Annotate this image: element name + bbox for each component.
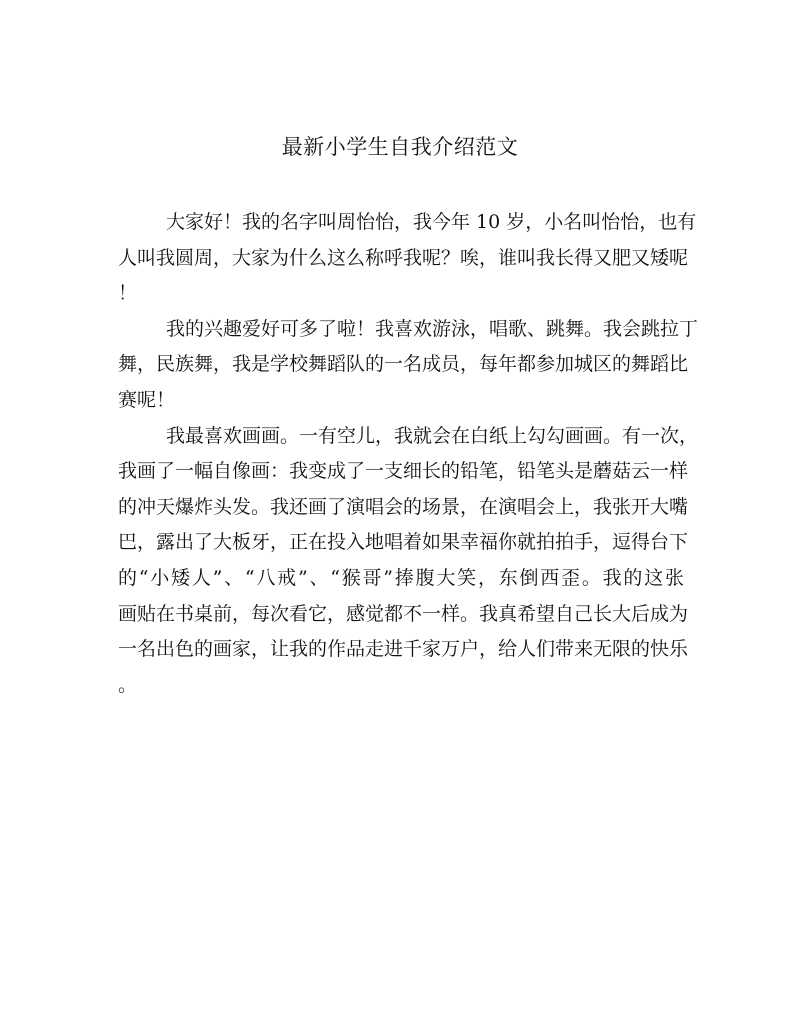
paragraph-1 xyxy=(118,205,697,312)
paragraph-line: 赛呢！ xyxy=(118,388,176,411)
paragraph-2 xyxy=(118,312,699,419)
paragraph-line: 巴，露出了大板牙，正在投入地唱着如果幸福你就拍拍手，逗得台下 xyxy=(118,531,689,554)
paragraph-line: 的“小矮人”、“八戒”、“猴哥”捧腹大笑，东倒西歪。我的这张 xyxy=(118,566,684,589)
paragraph-line: 画贴在书桌前，每次看它，感觉都不一样。我真希望自己长大后成为 xyxy=(118,602,689,625)
paragraph-line: 的冲天爆炸头发。我还画了演唱会的场景，在演唱会上，我张开大嘴 xyxy=(118,495,689,518)
paragraph-line: 我画了一幅自像画：我变成了一支细长的铅笔，铅笔头是蘑菇云一样 xyxy=(118,460,689,483)
paragraph-line: 。 xyxy=(118,673,138,696)
paragraph-line: 我的兴趣爱好可多了啦！我喜欢游泳，唱歌、跳舞。我会跳拉丁 xyxy=(166,317,699,340)
paragraph-line: 舞，民族舞，我是学校舞蹈队的一名成员，每年都参加城区的舞蹈比 xyxy=(118,353,689,376)
paragraph-line: 一名出色的画家，让我的作品走进千家万户，给人们带来无限的快乐 xyxy=(118,638,689,661)
paragraph-line: ！ xyxy=(118,282,138,305)
paragraph-line: 我最喜欢画画。一有空儿，我就会在白纸上勾勾画画。有一次， xyxy=(166,424,699,447)
paragraph-line: 人叫我圆周，大家为什么这么称呼我呢？唉，谁叫我长得又肥又矮呢 xyxy=(118,246,689,269)
document-title: 最新小学生自我介绍范文 xyxy=(281,135,519,159)
paragraph-3 xyxy=(118,419,699,704)
document-body xyxy=(118,205,699,703)
paragraph-line: 大家好！我的名字叫周怡怡，我今年 10 岁，小名叫怡怡，也有 xyxy=(166,211,697,233)
